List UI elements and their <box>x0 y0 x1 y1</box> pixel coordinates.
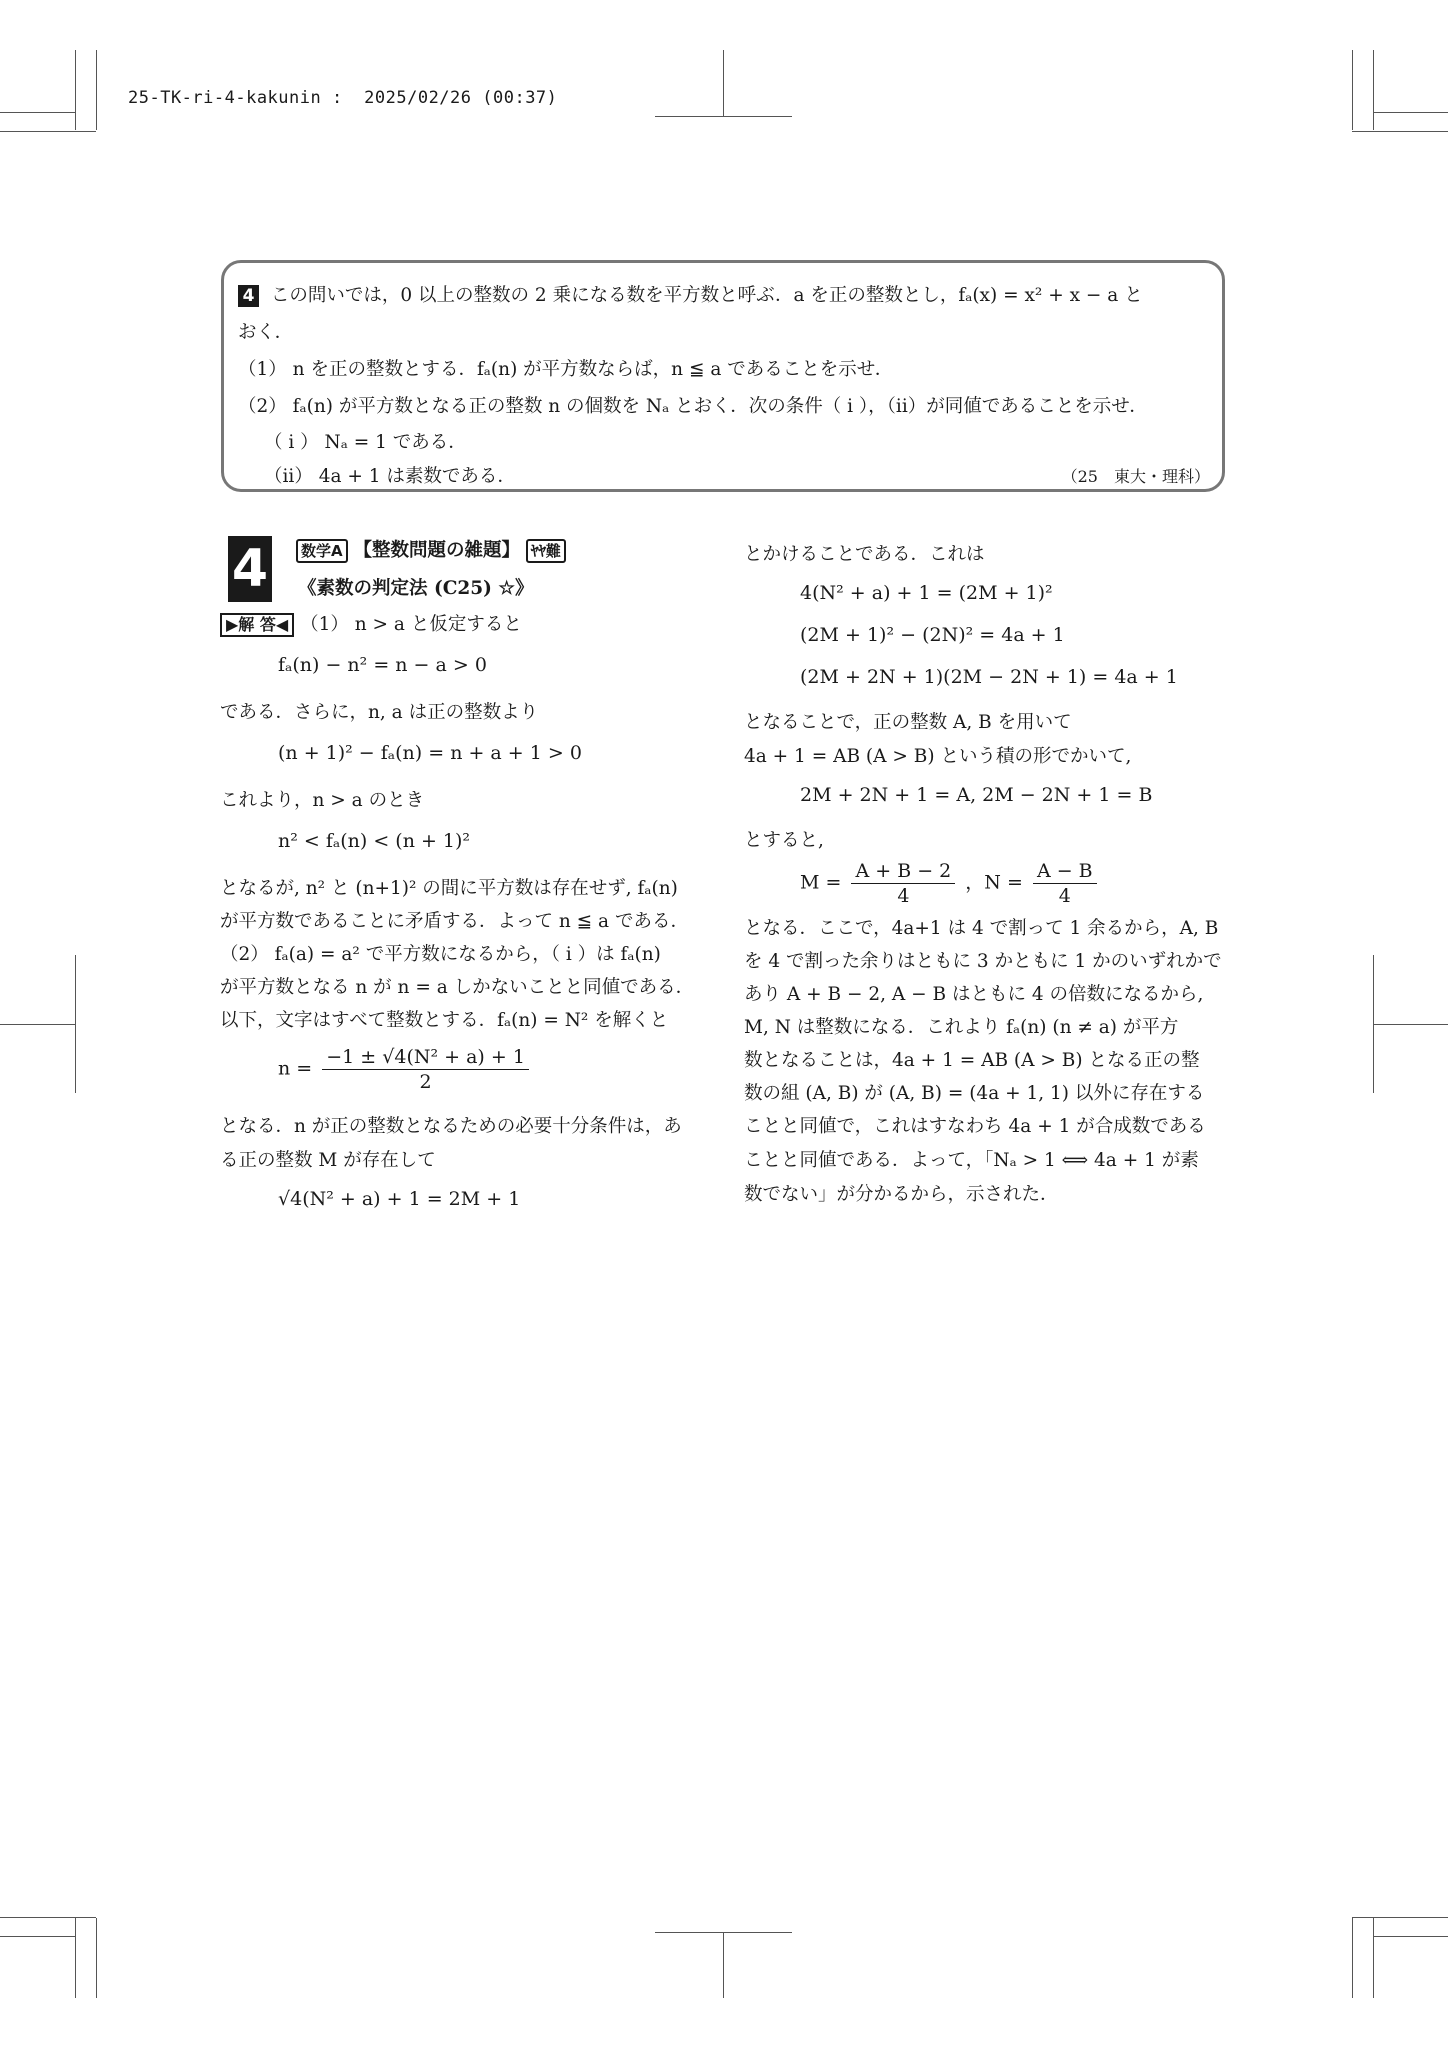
left-eq1: fₐ(n) − n² = n − a > 0 <box>278 654 487 676</box>
crop-mark <box>723 1932 724 1998</box>
left-l2: である．さらに，n, a は正の整数より <box>220 702 539 723</box>
right-eq3: (2M + 2N + 1)(2M − 2N + 1) = 4a + 1 <box>800 666 1178 688</box>
crop-mark <box>0 112 75 113</box>
right-r13: 数でない」が分かるから，示された． <box>744 1184 1059 1205</box>
left-eq4 <box>278 1046 533 1093</box>
right-r12: ことと同値である．よって，「Nₐ > 1 ⟺ 4a + 1 が素 <box>744 1150 1199 1171</box>
problem-number: 4 <box>238 285 259 307</box>
problem-source: （25 東大・理科） <box>1061 467 1210 486</box>
right-r6: を 4 で割った余りはともに 3 かともに 1 かのいずれかで <box>744 951 1222 972</box>
category-label: 【整数問題の雑題】 <box>353 540 521 561</box>
crop-mark <box>1373 112 1448 113</box>
crop-mark <box>1352 50 1353 130</box>
right-eq2: (2M + 1)² − (2N)² = 4a + 1 <box>800 624 1065 646</box>
right-r5: となる．ここで，4a+1 は 4 で割って 1 余るから，A, B <box>744 918 1219 939</box>
problem-box <box>221 260 1225 492</box>
crop-mark <box>1373 1024 1448 1025</box>
crop-mark <box>0 1936 75 1937</box>
right-eq5-m: M = <box>800 871 842 894</box>
left-l7: が平方数となる n が n = a しかないことと同値である． <box>220 977 695 998</box>
right-eq5-m-denominator: 4 <box>897 885 910 907</box>
right-eq5-n-denominator: 4 <box>1058 885 1071 907</box>
right-r9: 数となることは，4a + 1 = AB (A > B) となる正の整 <box>744 1050 1200 1071</box>
right-eq5 <box>800 860 1101 907</box>
right-eq1: 4(N² + a) + 1 = (2M + 1)² <box>800 582 1053 604</box>
crop-mark <box>75 1918 76 1998</box>
left-l10: る正の整数 M が存在して <box>220 1150 436 1171</box>
right-eq5-m-numerator: A + B − 2 <box>851 860 955 884</box>
left-eq3: n² < fₐ(n) < (n + 1)² <box>278 830 471 852</box>
problem-cond2: （ii） 4a + 1 は素数である． <box>264 466 516 487</box>
problem-cond1: （ i ） Nₐ = 1 である． <box>264 432 467 453</box>
left-eq5: √4(N² + a) + 1 = 2M + 1 <box>278 1188 521 1210</box>
left-l8: 以下，文字はすべて整数とする．fₐ(n) = N² を解くと <box>220 1010 669 1031</box>
header-meta: 25-TK-ri-4-kakunin : 2025/02/26 (00:37) <box>128 88 558 108</box>
crop-mark <box>96 1918 97 1998</box>
right-r8: M, N は整数になる．これより fₐ(n) (n ≠ a) が平方 <box>744 1017 1179 1038</box>
left-l4: となるが, n² と (n+1)² の間に平方数は存在せず, fₐ(n) <box>220 878 678 899</box>
right-r1: とかけることである．これは <box>744 544 985 565</box>
left-l5: が平方数であることに矛盾する．よって n ≦ a である． <box>220 911 689 932</box>
crop-mark <box>1373 1936 1448 1937</box>
right-eq5-m-fraction <box>851 860 955 907</box>
crop-mark <box>1373 1918 1374 1998</box>
right-r2: となることで，正の整数 A, B を用いて <box>744 712 1072 733</box>
right-eq5-n-numerator: A − B <box>1033 860 1097 884</box>
crop-mark <box>96 50 97 130</box>
left-eq2: (n + 1)² − fₐ(n) = n + a + 1 > 0 <box>278 742 582 764</box>
crop-mark <box>0 131 96 132</box>
crop-mark <box>0 1917 96 1918</box>
crop-mark <box>1373 50 1374 130</box>
crop-mark <box>75 50 76 130</box>
problem-text-line2: おく． <box>238 322 294 343</box>
crop-mark <box>1352 131 1448 132</box>
problem-text-line1: この問いでは，0 以上の整数の 2 乗になる数を平方数と呼ぶ．a を正の整数とし，fₐ(x) = x² + x − a と <box>270 285 1143 306</box>
left-eq4-lhs: n = <box>278 1057 313 1080</box>
crop-mark <box>655 1932 792 1933</box>
problem-q1: （1） n を正の整数とする．fₐ(n) が平方数ならば，n ≦ a であることを示せ． <box>238 359 894 380</box>
right-r7: あり A + B − 2, A − B はともに 4 の倍数になるから, <box>744 984 1204 1005</box>
right-eq5-n-fraction <box>1033 860 1097 907</box>
left-l3: これより，n > a のとき <box>220 790 425 811</box>
crop-mark <box>655 116 792 117</box>
solution-number: 4 <box>228 536 272 602</box>
crop-mark <box>1352 1917 1448 1918</box>
left-l1: （1） n > a と仮定すると <box>300 614 522 635</box>
crop-mark <box>723 50 724 116</box>
right-r4: とすると, <box>744 830 824 851</box>
method-label: 《素数の判定法 (C25) ☆》 <box>298 578 534 599</box>
crop-mark <box>1352 1918 1353 1998</box>
answer-label: ▶解 答◀ <box>220 613 294 637</box>
right-r11: ことと同値で，これはすなわち 4a + 1 が合成数である <box>744 1116 1206 1137</box>
left-l6: （2） fₐ(a) = a² で平方数になるから，（ i ）は fₐ(n) <box>220 944 661 965</box>
right-r10: 数の組 (A, B) が (A, B) = (4a + 1, 1) 以外に存在する <box>744 1083 1205 1104</box>
subject-badge: 数学A <box>296 539 348 563</box>
left-eq4-denominator: 2 <box>419 1071 432 1093</box>
right-eq4: 2M + 2N + 1 = A, 2M − 2N + 1 = B <box>800 784 1153 806</box>
problem-q2: （2） fₐ(n) が平方数となる正の整数 n の個数を Nₐ とおく．次の条件（ i ），（ii）が同値であることを示せ． <box>238 396 1148 417</box>
left-eq4-numerator: −1 ± √4(N² + a) + 1 <box>322 1046 529 1070</box>
right-r3: 4a + 1 = AB (A > B) という積の形でかいて, <box>744 746 1132 767</box>
crop-mark <box>0 1024 75 1025</box>
left-l9: となる．n が正の整数となるための必要十分条件は，あ <box>220 1116 682 1137</box>
crop-mark <box>75 955 76 1093</box>
difficulty-badge: ﾔﾔ難 <box>526 539 566 563</box>
left-eq4-fraction <box>322 1046 529 1093</box>
right-eq5-sep: ，N = <box>965 871 1023 894</box>
